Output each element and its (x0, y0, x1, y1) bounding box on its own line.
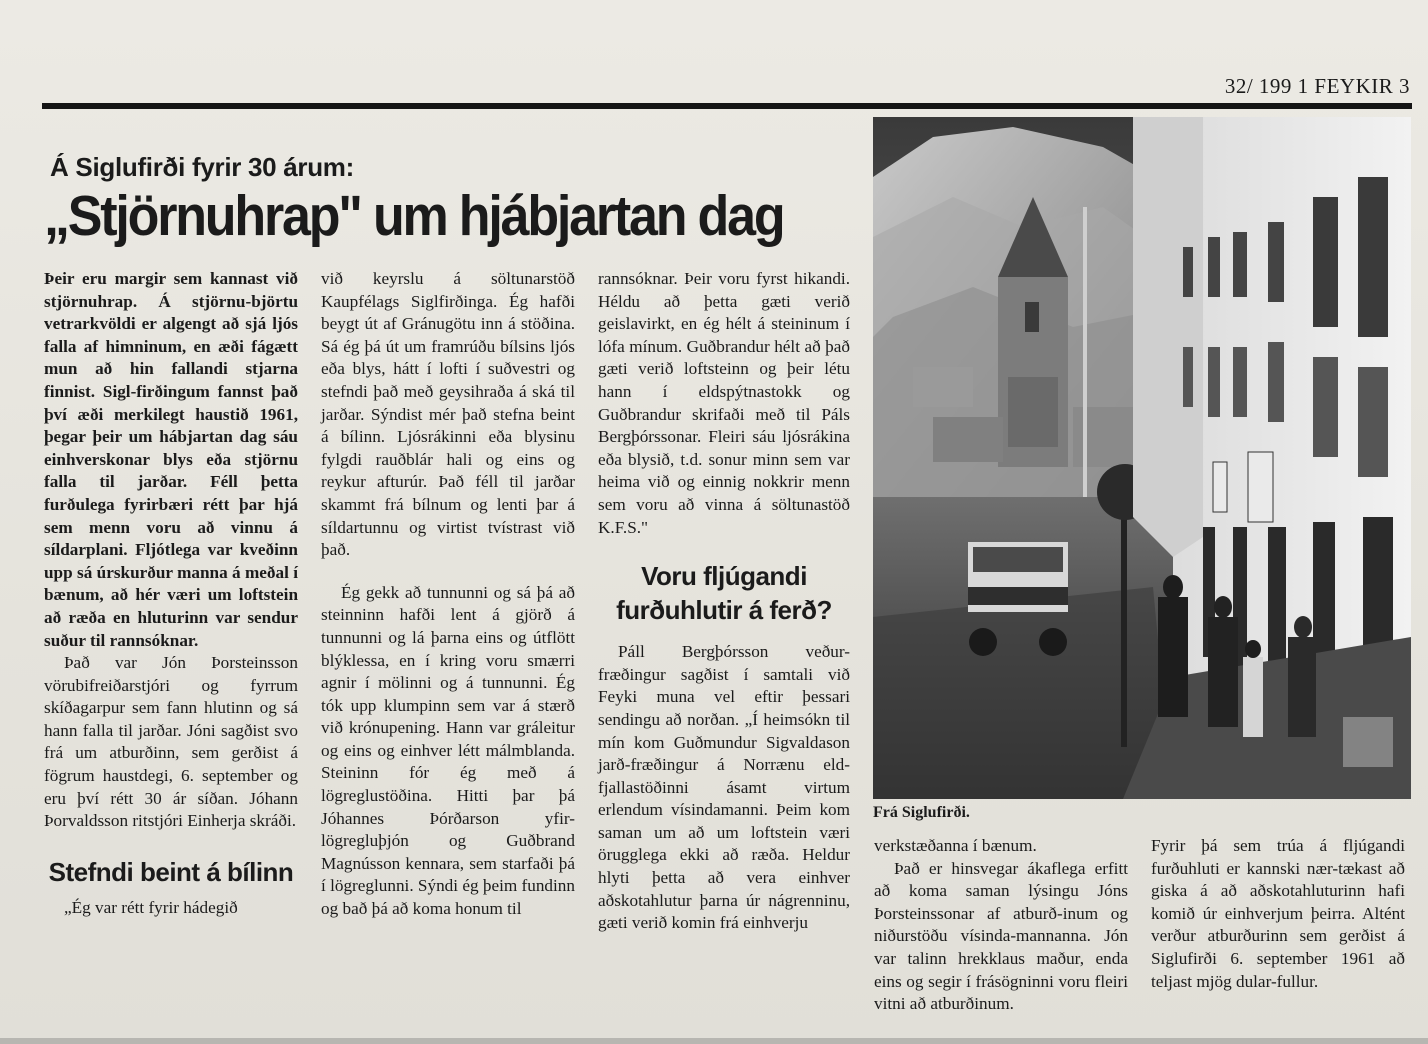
paragraph: Það er hinsvegar ákaflega erfitt að koma saman lýsingu Jóns Þorsteinssonar af atburð-inum og niðurstöðu vísinda-mannanna. Jón var talinn hrekklaus maður, enda eins og segir í frásögninni voru fleiri vitni að atburðinum. (874, 858, 1128, 1014)
article-kicker: Á Siglufirði fyrir 30 árum: (50, 152, 354, 182)
lead-paragraph: Þeir eru margir sem kannast við stjörnuhrap. Á stjörnu-björtu vetrarkvöldi er algengt að sjá ljós falla af himninum, en æði fágætt mun að hin fallandi stjarna finnist. Sigl-firðingum fannst það því æði merkilegt haustið 1961, þegar þeir um hábjartan dag sáu einhverskonar blys eða stjörnu falla til jarðar. Féll þetta furðulega fyrirbæri rétt þar hjá sem menn voru að vinnu á síldarplani. Fljótlega var kveðinn upp sá úrskurður manna á meðal í bænum, að hér væri um loftstein að ræða en hluturinn var sendur suður til rannsóknar. (44, 269, 298, 650)
page-bottom-edge (0, 1038, 1428, 1044)
photo-siglufjordur (873, 117, 1411, 799)
subhead-stefndi: Stefndi beint á bílinn (48, 856, 294, 887)
photo-caption: Frá Siglufirði. (873, 804, 970, 821)
column-3 (598, 268, 850, 935)
paragraph: Fyrir þá sem trúa á fljúgandi furðuhluti er kannski nær-tækast að giska á að aðskotahluturinn hafi komið úr einhverjum þeirra. Altént verður atburðurinn sem gerðist á Siglufirði 6. september 1961 að teljast mjög dular-fullur. (1151, 836, 1405, 991)
column-2 (321, 268, 575, 921)
column-1 (44, 268, 298, 919)
column-4 (874, 835, 1128, 1016)
article-headline: „Stjörnuhrap" um hjábjartan dag (44, 185, 784, 248)
page-header: 32/ 199 1 FEYKIR 3 (1224, 74, 1410, 98)
paragraph: rannsóknar. Þeir voru fyrst hikandi. Héldu að þetta gæti verið geislavirkt, en ég hélt á steininum í lófa mínum. Guðbrandur hélt að það gæti verið loftsteinn og þeir létu hann í eldspýtnastokk og Guðbrandur skrifaði með til Páls Bergþórssonar. Fleiri sáu ljósrákina eða blysið, t.d. sonur minn sem var heima við og einnig nokkrir menn sem voru að vinna á söltunastöð K.F.S." (598, 269, 850, 537)
column-5 (1151, 835, 1405, 993)
paragraph: verkstæðanna í bænum. (874, 836, 1037, 855)
subhead-voru: Voru fljúgandi furðuhlutir á ferð? (616, 561, 832, 626)
paragraph: Ég gekk að tunnunni og sá þá að steinninn hafði lent á gjörð á tunnunni og lá þarna eins og útflött blýklessa, en í kring voru smærri agnir í mölinni og á tunnunni. Ég tók upp klumpinn sem var á stærð við krónupening. Hann var gráleitur og eins og einhver létt málmblanda. Steininn fór ég með á lögreglustöðina. Hitti þar þá Jóhannes Þórðarson yfir-lögregluþjón og Guðbrand Magnússon kennara, sem starfaði þá í lögreglunni. Sýndi ég þeim fundinn og bað þá að koma honum til (321, 582, 575, 919)
paragraph: við keyrslu á söltunarstöð Kaupfélags Siglfirðinga. Ég hafði beygt út af Gránugötu inn á stöðina. Sá ég þá út um framrúðu bílsins ljós eða blys, hátt í lofti í suðvestri og stefndi það með geysihraða á ská til jarðar. Sýndist mér það stefna beint á bílinn. Ljósrákinni eða blysinu fylgdi rauðblár hali og eins og reykur afturúr. Það féll til jarðar skammt frá bílnum og lenti þar á síldartunnu og virtist tvístrast við það. (321, 269, 575, 560)
paragraph: „Ég var rétt fyrir hádegið (64, 897, 238, 917)
paragraph: Það var Jón Þorsteinsson vörubifreiðarstjóri og fyrrum skíðagarpur sem fann hlutinn og sá hann falla til jarðar. Jóni sagðist svo frá um atburðinn, sem gerðist á fögrum haustdegi, 6. september og eru því rétt 30 ár síðan. Jóhann Þorvaldsson ritstjóri Einherja skráði. (44, 653, 298, 831)
paragraph: Páll Bergþórsson veður-fræðingur sagðist í samtali við Feyki muna vel eftir þessari sendingu að norðan. „Í heimsókn til mín kom Guðmundur Sigvaldason jarð-fræðingur á Norrænu eld-fjallastöðinni ásamt virtum erlendum vísindamanni. Þeim kom saman um að um loftstein væri örugglega ekki að ræða. Heldur hlyti þetta að vera einhver aðskotahlutur þarna úr nágrenninu, gæti verið komin frá einhverju (598, 642, 850, 933)
header-rule (42, 103, 1412, 109)
